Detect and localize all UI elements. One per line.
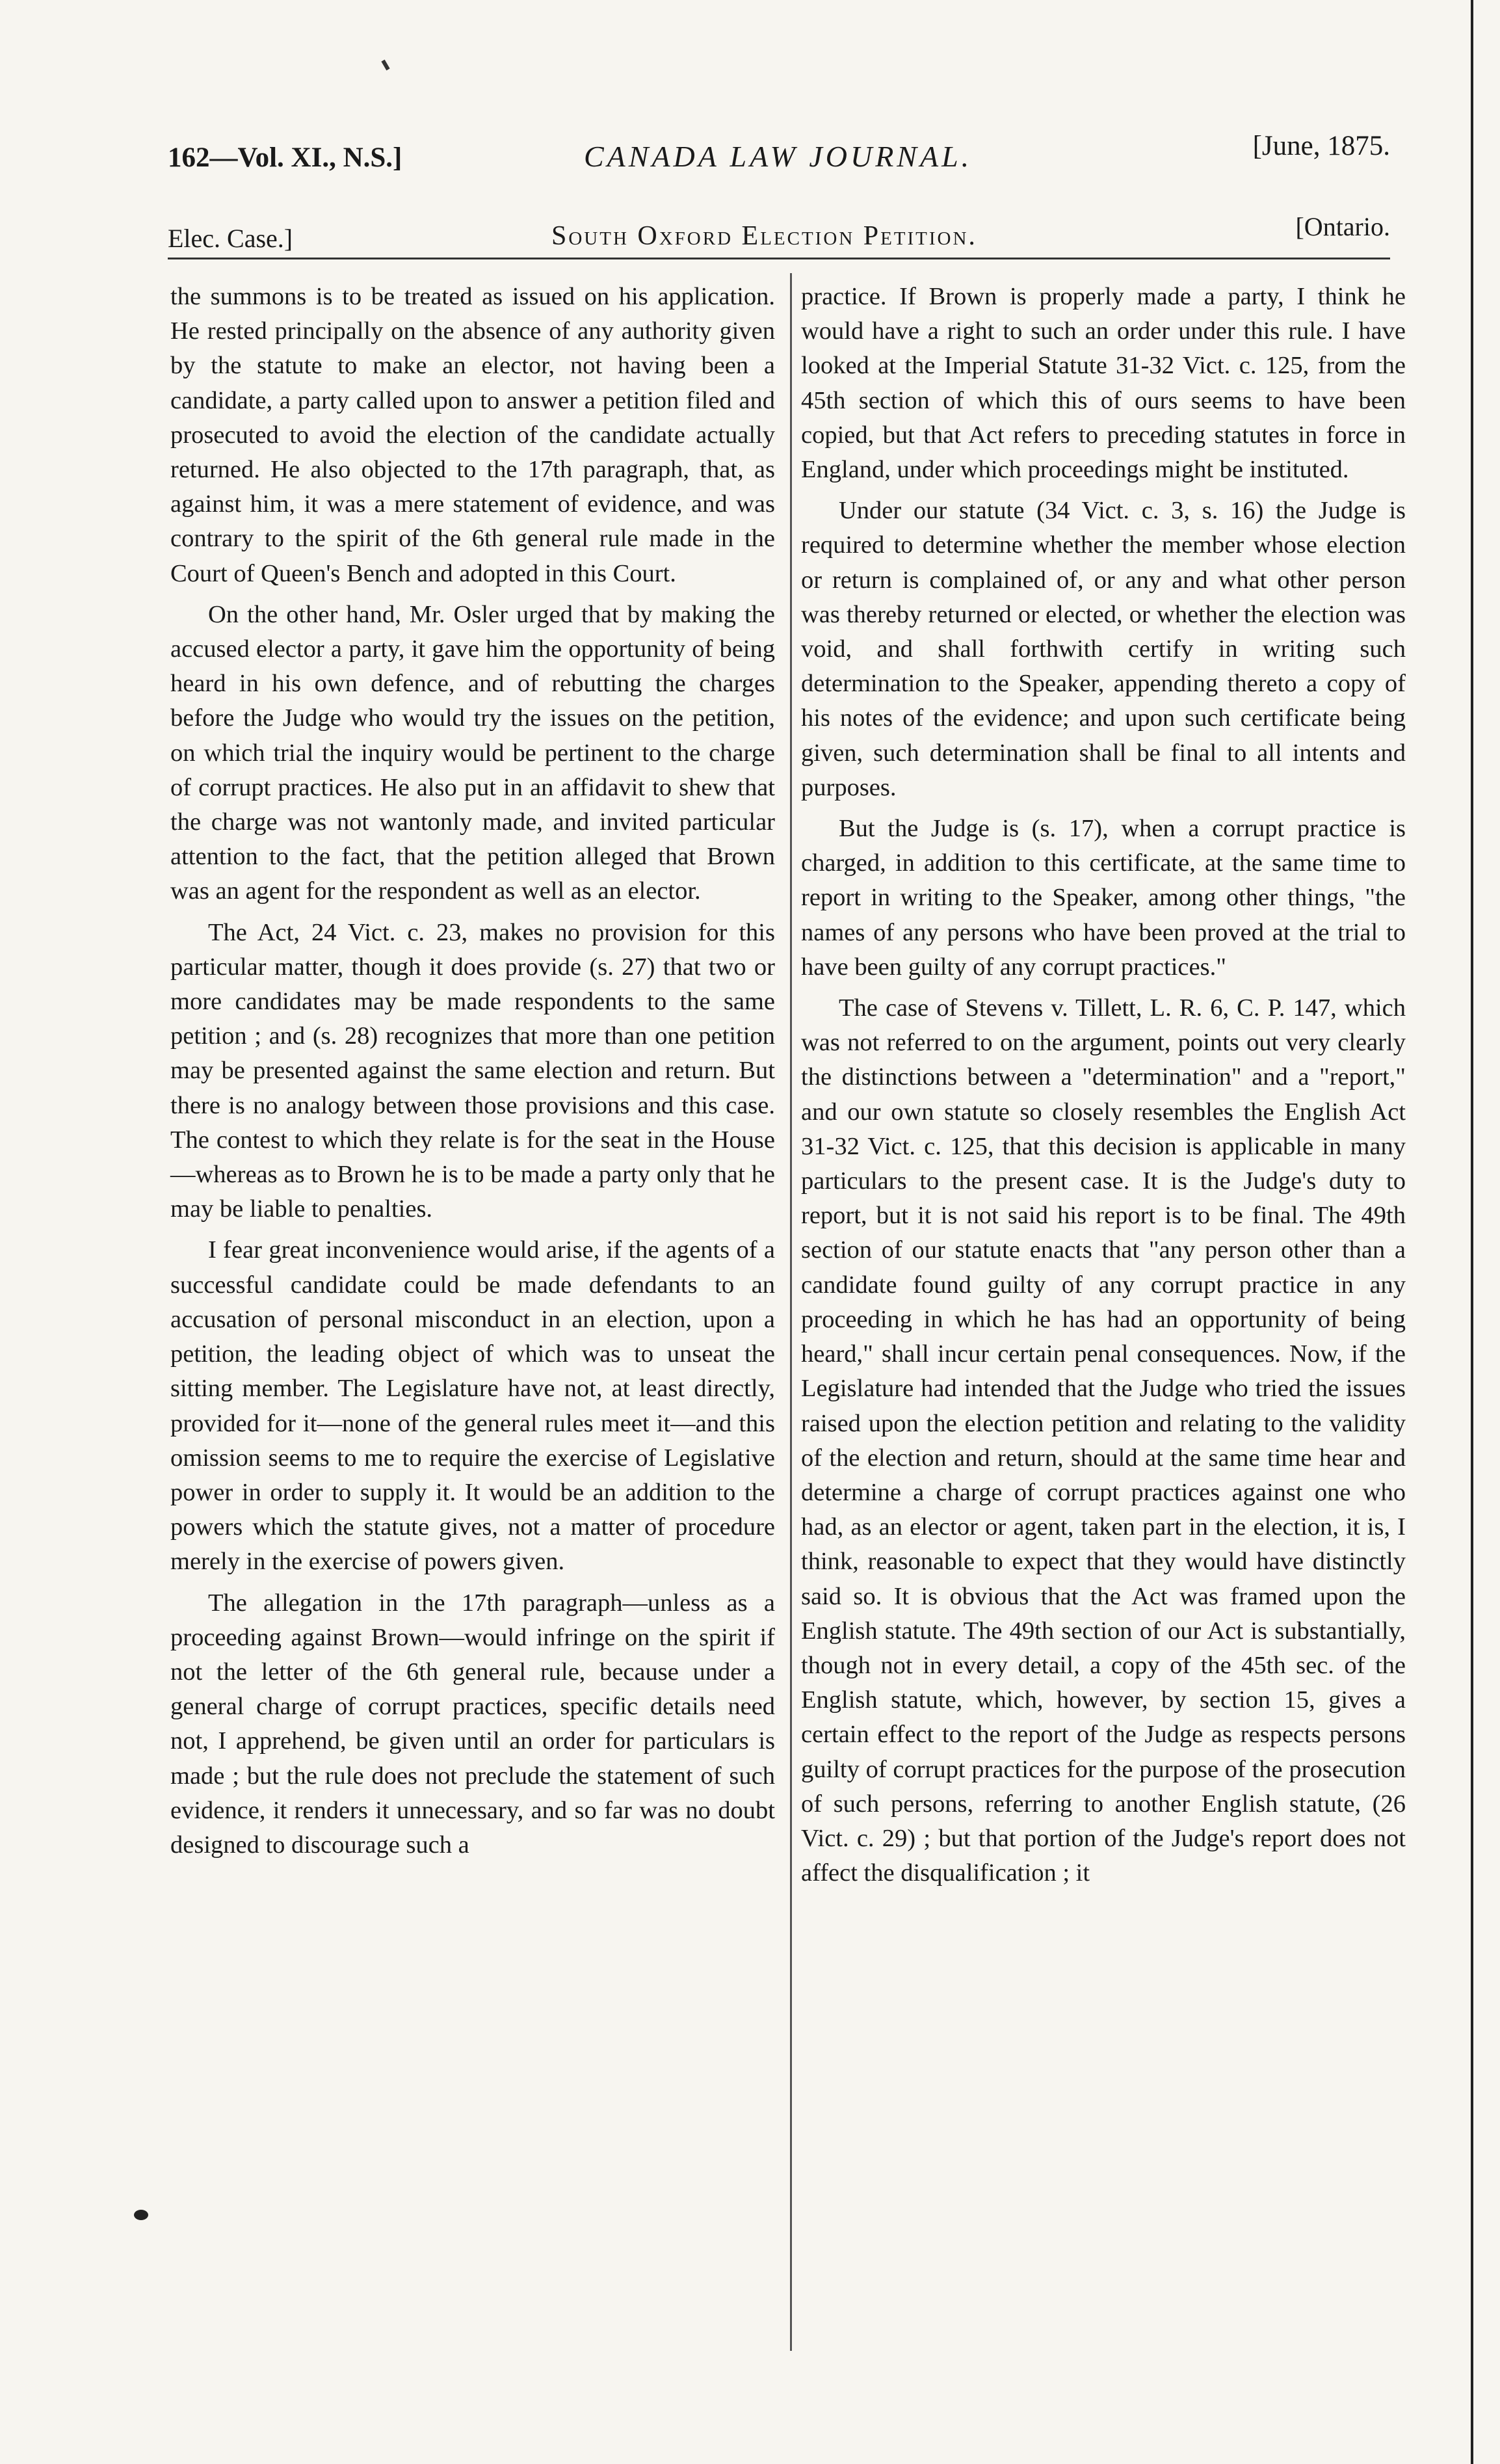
header-journal-title: CANADA LAW JOURNAL. <box>584 140 973 173</box>
left-column <box>170 280 775 1869</box>
case-type: Elec. Case.] <box>168 224 293 253</box>
running-header <box>168 130 1390 182</box>
ink-blot <box>134 2210 148 2220</box>
paragraph: practice. If Brown is properly made a party, I think he would have a right to such an order under this rule. I have looked at the Imperial Statute 31-32 Vict. c. 125, from the 45th section of which this of ours seems to have been copied, but that Act refers to preceding statutes in force in England, under which proceedings might be instituted. <box>801 283 1406 484</box>
header-volume: 162—Vol. XI., N.S.] <box>168 142 402 173</box>
header-rule <box>168 258 1390 259</box>
ink-mark <box>381 60 389 71</box>
paragraph: On the other hand, Mr. Osler urged that by making the accused elector a party, it gave him the opportunity of being heard in his own defence, and of rebutting the charges before the Judge who would try the issues on the petition, on which trial the inquiry would be pertinent to the charge of corrupt practices. He also put in an affidavit to shew that the charge was not wantonly made, and invited particular attention to the fact, that the petition alleged that Brown was an agent for the respondent as well as an elector. <box>170 600 775 905</box>
paragraph: The Act, 24 Vict. c. 23, makes no provision for this particular matter, though it does provide (s. 27) that two or more candidates may be made respondents to the same petition ; and (s. 28) recognizes that more than one petition may be presented against the same election and return. But there is no analogy between those provisions and this case. The contest to which they relate is for the seat in the House—whereas as to Brown he is to be made a party only that he may be liable to penalties. <box>170 918 775 1223</box>
paragraph: I fear great inconvenience would arise, if the agents of a successful candidate could be made defendants to an accusation of personal misconduct in an election, upon a petition, the leading object of which was to unseat the sitting member. The Legislature have not, at least directly, provided for it—none of the general rules meet it—and this omission seems to me to require the exercise of Legislative power in order to supply it. It would be an addition to the powers which the statute gives, not a matter of procedure merely in the exercise of powers given. <box>170 1236 775 1576</box>
paragraph: Under our statute (34 Vict. c. 3, s. 16) the Judge is required to determine whether the member whose election or return is complained of, or any and what other person was thereby returned or elected, or whether the election was void, and shall forthwith certify in writing such determination to the Speaker, appending thereto a copy of his notes of the evidence; and upon such certificate being given, such determination shall be final to all intents and purposes. <box>801 497 1406 801</box>
paragraph: But the Judge is (s. 17), when a corrupt practice is charged, in addition to this certificate, at the same time to report in writing to the Speaker, among other things, "the names of any persons who have been proved at the trial to have been guilty of any corrupt practices." <box>801 815 1406 981</box>
right-column <box>801 280 1406 1897</box>
case-province: [Ontario. <box>1295 212 1390 241</box>
paragraph: The allegation in the 17th paragraph—unless as a proceeding against Brown—would infringe on the spirit if not the letter of the 6th general rule, because under a general charge of corrupt practices, specific details need not, I apprehend, be given until an order for particulars is made ; but the rule does not preclude the statement of such evidence, it renders it unnecessary, and so far was no doubt designed to discourage such a <box>170 1589 775 1859</box>
case-header <box>168 211 1390 254</box>
column-divider <box>790 273 792 2351</box>
header-date: [June, 1875. <box>1252 131 1390 161</box>
page-edge-line <box>1471 0 1473 2464</box>
paragraph: the summons is to be treated as issued on his application. He rested principally on the absence of any authority given by the statute to make an elector, not having been a candidate, a party called upon to answer a petition filed and prosecuted to avoid the election of the candidate actually returned. He also objected to the 17th paragraph, that, as against him, it was a mere statement of evidence, and was contrary to the spirit of the 6th general rule made in the Court of Queen's Bench and adopted in this Court. <box>170 283 775 587</box>
case-title: South Oxford Election Petition. <box>551 221 977 251</box>
paragraph: The case of Stevens v. Tillett, L. R. 6, C. P. 147, which was not referred to on the argument, points out very clearly the distinctions between a "determination" and a "report," and our own statute so closely resembles the English Act 31-32 Vict. c. 125, that this decision is applicable in many particulars to the present case. It is the Judge's duty to report, but it is not said his report is to be final. The 49th section of our statute enacts that "any person other than a candidate found guilty of any corrupt practice in any proceeding in which he has had an opportunity of being heard," shall incur certain penal consequences. Now, if the Legislature had intended that the Judge who tried the issues raised upon the election petition and relating to the validity of the election and return, should at the same time hear and determine a charge of corrupt practices against one who had, as an elector or agent, taken part in the election, it is, I think, reasonable to expect that they would have distinctly said so. It is obvious that the Act was framed upon the English statute. The 49th section of our Act is substantially, though not in every detail, a copy of the 45th sec. of the English statute, which, however, by section 15, gives a certain effect to the report of the Judge as respects persons guilty of corrupt practices for the purpose of the prosecution of such persons, referring to another English statute, (26 Vict. c. 29) ; but that portion of the Judge's report does not affect the disqualification ; it <box>801 994 1406 1887</box>
